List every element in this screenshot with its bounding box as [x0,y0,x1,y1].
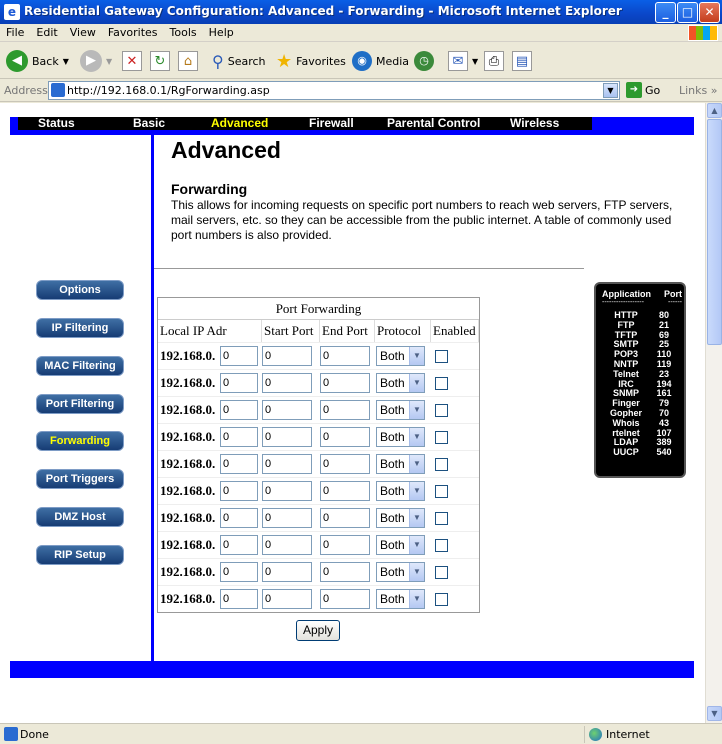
local-ip-input[interactable] [220,346,258,366]
sidebar-item-port-triggers[interactable]: Port Triggers [36,469,124,489]
port-ref-app: FTP [617,319,635,330]
port-reference-row [602,311,682,321]
port-ref-port: 21 [658,319,669,330]
links-toolbar[interactable]: Links » [679,84,718,97]
section-title: Forwarding [171,181,248,197]
port-ref-app: UUCP [613,447,639,458]
protocol-select[interactable] [376,535,425,555]
history-icon: ◷ [414,51,434,71]
edit-button[interactable] [512,49,532,73]
print-button[interactable] [484,49,504,73]
search-button[interactable] [212,49,266,73]
sidebar-item-ip-filtering[interactable]: IP Filtering [36,318,124,338]
start-port-input[interactable] [262,346,312,366]
table-row [158,531,479,558]
title-bar [0,0,722,24]
status-text: Done [20,728,49,741]
end-port-input[interactable] [320,373,370,393]
ip-prefix: 192.168.0. [160,456,216,471]
forward-dropdown-icon[interactable]: ▼ [106,56,113,66]
local-ip-input[interactable] [220,535,258,555]
ip-prefix: 192.168.0. [160,429,216,444]
sidebar-item-port-filtering[interactable]: Port Filtering [36,394,124,414]
port-reference-row [602,448,682,458]
protocol-select[interactable] [376,589,425,609]
section-description: This allows for incoming requests on specific port numbers to reach web servers, FTP servers, mail servers, etc. so they can be accessible from the public internet. A table of commonly used port numbers is also provided. [171,198,673,242]
port-ref-app: Telnet [613,368,639,379]
print-icon: ⎙ [484,51,504,71]
media-button[interactable] [352,49,409,73]
protocol-select[interactable] [376,400,425,420]
enabled-checkbox[interactable] [435,431,448,444]
port-ref-port: 119 [656,358,672,369]
enabled-checkbox[interactable] [435,593,448,606]
menu-bar [0,24,722,42]
enabled-checkbox[interactable] [435,404,448,417]
start-port-input[interactable] [262,427,312,447]
port-ref-port: 389 [656,437,672,448]
protocol-value: Both [380,457,405,471]
protocol-select[interactable] [376,346,425,366]
chevron-down-icon: ▼ [409,428,424,446]
start-port-input[interactable] [262,562,312,582]
port-ref-port: 194 [656,378,672,389]
bottom-bar [10,661,694,678]
protocol-value: Both [380,376,405,390]
table-row [158,423,479,450]
address-url: http://192.168.0.1/RgForwarding.asp [67,84,270,97]
protocol-select[interactable] [376,454,425,474]
table-row [158,369,479,396]
go-label: Go [645,83,661,97]
address-input[interactable] [48,81,620,100]
local-ip-input[interactable] [220,400,258,420]
local-ip-input[interactable] [220,589,258,609]
table-row [158,585,479,612]
table-caption: Port Forwarding [158,298,479,320]
enabled-checkbox[interactable] [435,566,448,579]
chevron-down-icon: ▼ [409,536,424,554]
header-enabled: Enabled [431,320,479,342]
enabled-checkbox[interactable] [435,539,448,552]
port-ref-app: Whois [612,417,640,428]
go-arrow-icon: ➜ [626,82,642,98]
apply-button[interactable]: Apply [296,620,340,641]
table-body [158,342,479,612]
forward-button[interactable] [80,49,112,73]
start-port-input[interactable] [262,589,312,609]
port-ref-app: rtelnet [612,427,640,438]
table-header [158,320,479,342]
port-forwarding-table [157,297,480,613]
media-label: Media [376,54,410,68]
home-icon: ⌂ [178,51,198,71]
sidebar-item-mac-filtering[interactable]: MAC Filtering [36,356,124,376]
port-ref-dash-port: ------ [668,299,682,306]
ip-prefix: 192.168.0. [160,510,216,525]
port-ref-app: IRC [618,378,634,389]
start-port-input[interactable] [262,400,312,420]
windows-logo-icon [688,25,718,41]
protocol-value: Both [380,511,405,525]
chevron-down-icon: ▼ [409,482,424,500]
end-port-input[interactable] [320,400,370,420]
header-start-port: Start Port [262,320,320,342]
protocol-value: Both [380,592,405,606]
chevron-down-icon: ▼ [409,347,424,365]
header-end-port: End Port [320,320,375,342]
sidebar-item-dmz-host[interactable]: DMZ Host [36,507,124,527]
end-port-input[interactable] [320,454,370,474]
favorites-star-icon: ★ [276,50,293,72]
protocol-select[interactable] [376,481,425,501]
table-row [158,504,479,531]
port-ref-app: LDAP [613,437,639,448]
menu-file[interactable]: File [6,26,25,39]
local-ip-input[interactable] [220,481,258,501]
sidebar-item-options[interactable]: Options [36,280,124,300]
table-row [158,450,479,477]
port-ref-app: Gopher [609,407,642,418]
vertical-divider [151,135,154,661]
chevron-down-icon: ▼ [409,590,424,608]
port-reference-header [602,289,682,299]
port-ref-port: 79 [658,398,669,409]
enabled-checkbox[interactable] [435,350,448,363]
port-ref-port: 540 [656,447,672,458]
mail-dropdown-icon[interactable]: ▼ [472,56,479,66]
port-reference-separator [602,299,682,306]
table-row [158,477,479,504]
home-button[interactable] [178,49,198,73]
scroll-down-icon[interactable]: ▼ [707,706,722,721]
back-label: Back [32,54,59,68]
scroll-thumb[interactable] [707,119,722,345]
menu-help[interactable]: Help [208,26,234,39]
favorites-button[interactable] [276,49,346,73]
window-title: Residential Gateway Configuration: Advanced - Forwarding - Microsoft Internet Explorer [24,4,622,18]
protocol-select[interactable] [376,427,425,447]
menu-edit[interactable]: Edit [36,26,58,39]
protocol-value: Both [380,538,405,552]
back-button[interactable] [6,49,69,73]
status-bar [0,723,722,744]
mail-icon: ✉ [448,51,468,71]
start-port-input[interactable] [262,454,312,474]
toolbar [0,43,722,79]
port-ref-port: 70 [658,407,669,418]
protocol-value: Both [380,484,405,498]
port-ref-port: 80 [658,310,669,320]
local-ip-input[interactable] [220,454,258,474]
port-ref-app: TFTP [614,329,638,340]
protocol-value: Both [380,349,405,363]
media-icon: ◉ [352,51,372,71]
enabled-checkbox[interactable] [435,485,448,498]
protocol-value: Both [380,430,405,444]
local-ip-input[interactable] [220,427,258,447]
port-ref-app: SNMP [612,388,639,399]
end-port-input[interactable] [320,481,370,501]
local-ip-input[interactable] [220,508,258,528]
stop-icon: ✕ [122,51,142,71]
ip-prefix: 192.168.0. [160,375,216,390]
sidebar-item-forwarding[interactable]: Forwarding [36,431,124,451]
port-ref-app: Finger [612,398,640,409]
start-port-input[interactable] [262,508,312,528]
go-button[interactable] [626,82,660,98]
chevron-down-icon: ▼ [409,401,424,419]
edit-page-icon: ▤ [512,51,532,71]
refresh-icon: ↻ [150,51,170,71]
port-ref-port: 25 [658,339,669,350]
menu-favorites[interactable]: Favorites [107,26,158,39]
ie-icon: e [4,4,20,20]
header-local-ip: Local IP Adr [158,320,262,342]
nav-basic[interactable]: Basic [133,116,166,130]
security-zone [584,726,650,743]
local-ip-input[interactable] [220,373,258,393]
close-button[interactable]: ✕ [699,2,720,23]
port-ref-port: 23 [658,368,669,379]
address-label: Address [4,84,48,97]
nav-parental-control[interactable]: Parental Control [387,116,481,130]
port-ref-port: 43 [658,417,669,428]
end-port-input[interactable] [320,562,370,582]
local-ip-input[interactable] [220,562,258,582]
favorites-label: Favorites [296,54,346,68]
port-ref-app: HTTP [614,310,638,320]
address-bar [0,80,722,102]
nav-status[interactable]: Status [38,116,75,130]
internet-globe-icon [589,728,602,741]
table-row [158,558,479,585]
stop-button[interactable] [122,49,142,73]
port-reference-box [594,282,686,478]
enabled-checkbox[interactable] [435,377,448,390]
search-icon: ⚲ [212,51,224,71]
zone-label: Internet [606,728,650,741]
back-arrow-icon: ◀ [6,50,28,72]
maximize-button[interactable]: □ [677,2,698,23]
chevron-down-icon: ▼ [409,455,424,473]
port-reference-row [602,321,682,331]
page-done-icon [4,727,18,741]
end-port-input[interactable] [320,346,370,366]
history-button[interactable] [414,49,434,73]
start-port-input[interactable] [262,535,312,555]
top-nav-strip [18,117,592,130]
page-viewport [0,103,722,723]
minimize-button[interactable]: _ [655,2,676,23]
nav-firewall[interactable]: Firewall [309,116,354,130]
protocol-select[interactable] [376,373,425,393]
port-ref-port: 161 [656,388,672,399]
chevron-down-icon: ▼ [409,374,424,392]
chevron-down-icon: ▼ [409,563,424,581]
enabled-checkbox[interactable] [435,458,448,471]
port-reference-list [602,311,682,458]
page-icon [51,83,65,97]
links-label: Links [679,84,708,97]
port-ref-header-app: Application [602,289,651,299]
back-dropdown-icon[interactable]: ▼ [62,56,69,66]
horizontal-divider [154,268,584,269]
end-port-input[interactable] [320,589,370,609]
ip-prefix: 192.168.0. [160,402,216,417]
protocol-value: Both [380,403,405,417]
start-port-input[interactable] [262,481,312,501]
port-ref-dash-app: ------------------ [602,299,644,306]
page-title: Advanced [171,137,281,163]
table-row [158,342,479,369]
search-label: Search [227,54,266,68]
ip-prefix: 192.168.0. [160,537,216,552]
end-port-input[interactable] [320,535,370,555]
address-dropdown-icon[interactable]: ▼ [603,83,618,98]
scroll-up-icon[interactable]: ▲ [707,103,722,118]
table-row [158,396,479,423]
ip-prefix: 192.168.0. [160,348,216,363]
ip-prefix: 192.168.0. [160,483,216,498]
port-ref-port: 110 [656,349,672,360]
header-protocol: Protocol [375,320,431,342]
protocol-select[interactable] [376,562,425,582]
menu-view[interactable]: View [69,26,96,39]
chevron-down-icon: ▼ [409,509,424,527]
start-port-input[interactable] [262,373,312,393]
nav-advanced[interactable]: Advanced [211,116,269,130]
vertical-scrollbar[interactable] [705,103,722,723]
menu-tools[interactable]: Tools [169,26,197,39]
port-ref-header-port: Port [664,289,682,299]
protocol-select[interactable] [376,508,425,528]
port-ref-app: NNTP [613,358,639,369]
ip-prefix: 192.168.0. [160,591,216,606]
ip-prefix: 192.168.0. [160,564,216,579]
nav-wireless[interactable]: Wireless [510,116,560,130]
port-ref-port: 107 [656,427,672,438]
end-port-input[interactable] [320,508,370,528]
end-port-input[interactable] [320,427,370,447]
port-ref-app: POP3 [613,349,638,360]
forward-arrow-icon: ▶ [80,50,102,72]
port-ref-port: 69 [658,329,669,340]
protocol-value: Both [380,565,405,579]
port-ref-app: SMTP [613,339,639,350]
sidebar-item-rip-setup[interactable]: RIP Setup [36,545,124,565]
mail-button[interactable] [448,49,478,73]
refresh-button[interactable] [150,49,170,73]
top-nav [10,117,694,135]
enabled-checkbox[interactable] [435,512,448,525]
